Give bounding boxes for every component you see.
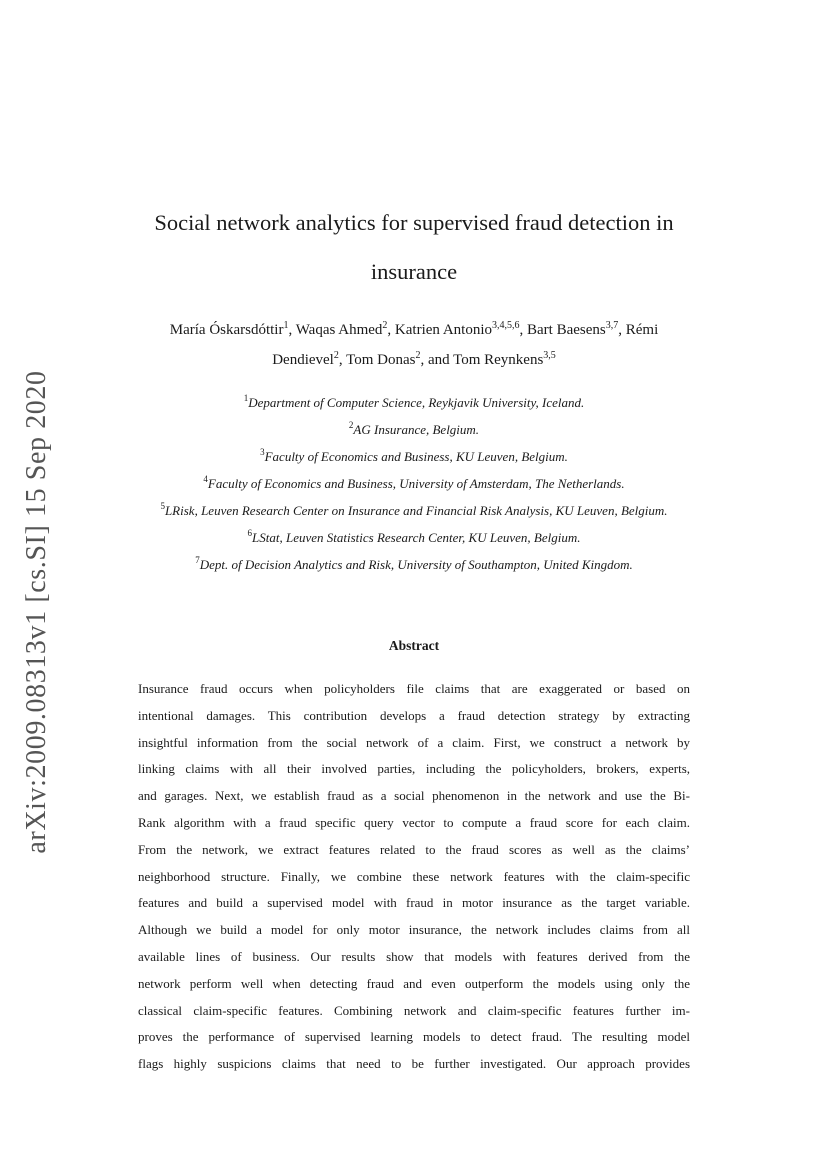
abstract-line: Although we build a model for only motor insurance, the network includes claims from all <box>138 922 690 938</box>
author: María Óskarsdóttir$^1$ <box>169 320 289 338</box>
author: Katrien Antonio$^{3,4,5,6}$ <box>394 320 520 338</box>
affiliation: $^7$Dept. of Decision Analytics and Risk, University of Southampton, United Kingdom. <box>195 555 633 572</box>
abstract-line: available lines of business. Our results show that models with features derived from the <box>138 948 690 964</box>
title-line: Social network analytics for supervised fraud detection in <box>154 210 674 235</box>
author-name-part: Dendievel <box>272 352 334 368</box>
abstract-line: Rank algorithm with a fraud specific query vector to compute a fraud score for each claim. <box>138 814 690 830</box>
affiliation: $^5$LRisk, Leuven Research Center on Insurance and Financial Risk Analysis, KU Leuven, Belgium. <box>160 501 668 518</box>
abstract-line: neighborhood structure. Finally, we combine these network features with the claim-specific <box>138 868 690 884</box>
abstract-line: flags highly suspicions claims that need to be further investigated. Our approach provides <box>138 1056 690 1072</box>
abstract-line: From the network, we extract features related to the fraud scores as well as the claims’ <box>138 841 690 857</box>
abstract-line: and garages. Next, we establish fraud as a social phenomenon in the network and use the Bi- <box>138 788 690 804</box>
abstract-line: linking claims with all their involved parties, including the policyholders, brokers, experts, <box>138 761 690 777</box>
affiliation: $^6$LStat, Leuven Statistics Research Center, KU Leuven, Belgium. <box>247 528 581 545</box>
author-line: Dendievel$^2$, Tom Donas$^2$, and Tom Reynkens$^{3,5}$ <box>272 350 556 368</box>
affiliation: $^4$Faculty of Economics and Business, University of Amsterdam, The Netherlands. <box>203 474 625 491</box>
arxiv-identifier-stamp: arXiv:2009.08313v1 [cs.SI] 15 Sep 2020 <box>21 370 52 854</box>
title-line: insurance <box>370 259 458 284</box>
affiliation: $^2$AG Insurance, Belgium. <box>348 420 480 437</box>
author: Tom Donas$^2$ <box>346 350 421 368</box>
author: Bart Baesens$^{3,7}$ <box>527 320 619 338</box>
abstract-body <box>138 676 690 1078</box>
abstract-line: proves the performance of supervised learning models to detect fraud. The resulting model <box>138 1029 690 1045</box>
abstract-line: insightful information from the social network of a claim. First, we construct a network by <box>138 734 690 750</box>
affiliation: $^3$Faculty of Economics and Business, KU Leuven, Belgium. <box>260 447 568 464</box>
author-list <box>100 315 728 375</box>
abstract-heading: Abstract <box>388 638 440 653</box>
author-name-part: Rémi <box>625 322 659 338</box>
abstract-line: features and build a supervised model with fraud in motor insurance as the target variable. <box>138 895 690 911</box>
affiliation-list <box>40 389 788 578</box>
affiliation: $^1$Department of Computer Science, Reykjavik University, Iceland. <box>243 393 585 410</box>
author: Tom Reynkens$^{3,5}$ <box>453 350 556 368</box>
abstract-line: Insurance fraud occurs when policyholders file claims that are exaggerated or based on <box>138 681 690 696</box>
author-line: María Óskarsdóttir$^1$, Waqas Ahmed$^2$, Katrien Antonio$^{3,4,5,6}$, Bart Baesens$^{3,7}$, Rémi <box>169 320 659 338</box>
abstract-line: classical claim-specific features. Combining network and claim-specific features further im- <box>138 1002 690 1018</box>
author: Waqas Ahmed$^2$ <box>295 320 388 338</box>
paper-title <box>100 198 728 296</box>
abstract-line: network perform well when detecting fraud and even outperform the models using only the <box>138 975 690 991</box>
abstract-line: intentional damages. This contribution develops a fraud detection strategy by extracting <box>138 707 690 723</box>
